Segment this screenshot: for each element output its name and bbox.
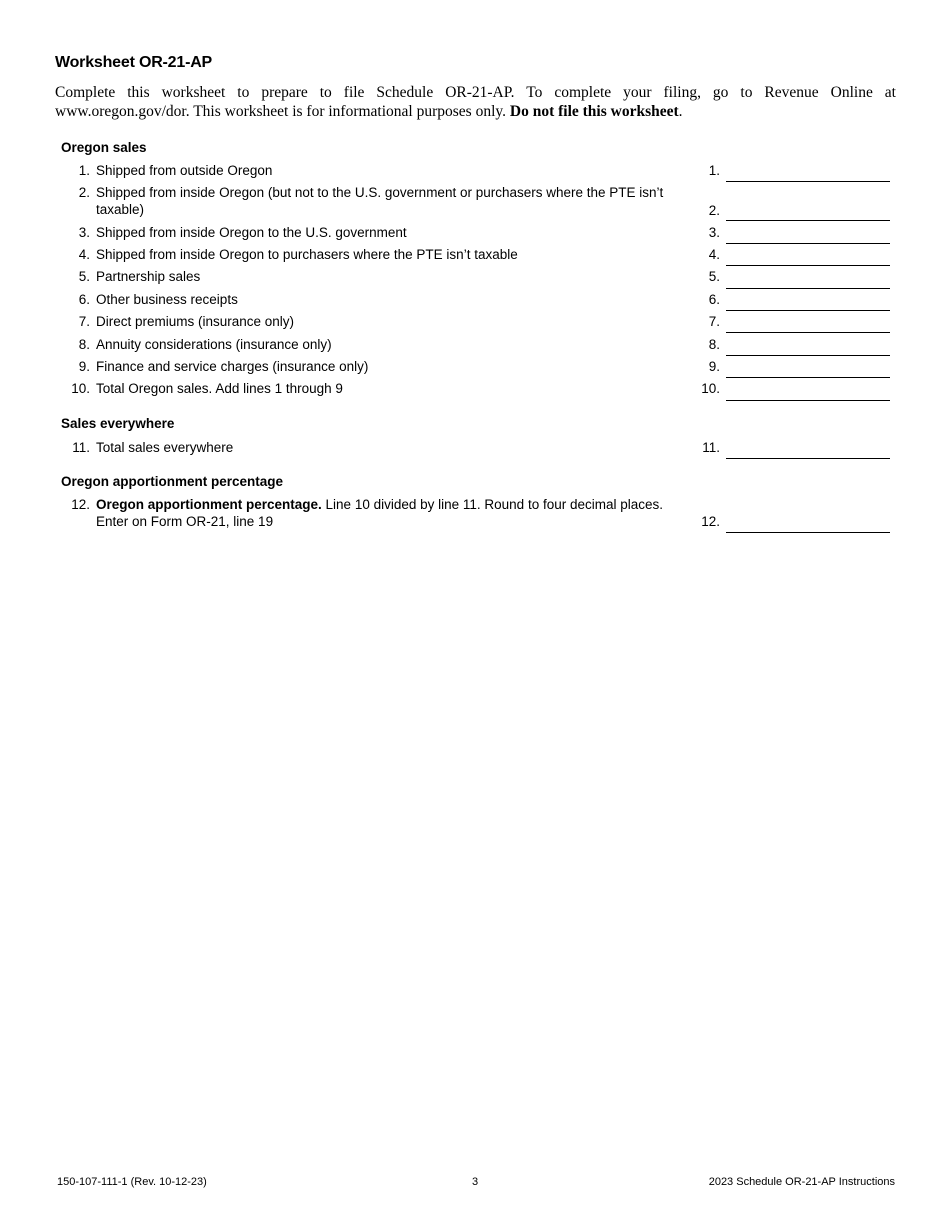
line-description: Direct premiums (insurance only) [96,314,295,329]
line-description: Total Oregon sales. Add lines 1 through 9 [96,381,343,396]
line-ref: 8. [708,337,720,352]
line-10-entry-field[interactable] [726,400,890,401]
intro-text: Complete this worksheet to prepare to file Schedule OR-21-AP. To complete your filing, go to Revenue Online at www.oregon.gov/dor. This worksheet is for informational purposes only. [55,84,896,120]
line-number: 12. [71,497,90,512]
line-1-entry-field[interactable] [726,181,890,182]
line-ref: 12. [701,514,720,529]
footer-page-number: 3 [472,1176,479,1188]
line-number: 6. [78,292,90,307]
line-12-entry-field[interactable] [726,532,890,533]
line-number: 7. [78,314,90,329]
intro-bold-text: Do not file this worksheet [509,103,679,120]
intro-paragraph [55,83,896,121]
intro-end: . [678,103,683,120]
line-ref: 2. [708,203,720,218]
line-12-text: Line 10 divided by line 11. Round to four decimal places. Enter on Form OR-21, line 19 [96,497,664,529]
footer-form-number: 150-107-111-1 (Rev. 10-12-23) [57,1176,207,1188]
line-ref: 5. [708,269,720,284]
line-number: 5. [78,269,90,284]
line-description [96,496,694,530]
line-number: 1. [78,163,90,178]
line-ref: 3. [708,225,720,240]
line-description: Partnership sales [96,269,201,284]
line-description: Other business receipts [96,292,238,307]
line-ref: 6. [708,292,720,307]
line-description: Shipped from inside Oregon (but not to the U.S. government or purchasers where the PTE isn’t taxable) [96,185,664,217]
line-11-entry-field[interactable] [726,458,890,459]
line-description: Shipped from outside Oregon [96,163,273,178]
section-heading-sales-everywhere: Sales everywhere [61,416,175,431]
line-number: 8. [78,337,90,352]
section-heading-oregon-sales: Oregon sales [61,140,147,155]
line-number: 10. [71,381,90,396]
line-8-entry-field[interactable] [726,355,890,356]
line-ref: 1. [708,163,720,178]
line-ref: 11. [702,440,720,455]
line-7-entry-field[interactable] [726,332,890,333]
line-4-entry-field[interactable] [726,265,890,266]
line-number: 2. [78,185,90,200]
line-ref: 4. [708,247,720,262]
section-heading-apportionment: Oregon apportionment percentage [61,474,284,489]
line-number: 11. [72,440,90,455]
line-9-entry-field[interactable] [726,377,890,378]
worksheet-title: Worksheet OR-21-AP [55,54,213,71]
line-3-entry-field[interactable] [726,243,890,244]
line-description: Annuity considerations (insurance only) [96,337,332,352]
line-ref: 9. [708,359,720,374]
line-number: 9. [78,359,90,374]
line-description: Shipped from inside Oregon to purchasers where the PTE isn’t taxable [96,247,518,262]
line-12-lead: Oregon apportionment percentage. [96,497,322,512]
line-5-entry-field[interactable] [726,288,890,289]
line-number: 3. [78,225,90,240]
line-6-entry-field[interactable] [726,310,890,311]
line-ref: 7. [708,314,720,329]
line-2-entry-field[interactable] [726,220,890,221]
line-description: Finance and service charges (insurance only) [96,359,369,374]
line-ref: 10. [701,381,720,396]
footer-doc-title: 2023 Schedule OR-21-AP Instructions [708,1176,895,1188]
line-description: Shipped from inside Oregon to the U.S. government [96,225,407,240]
line-number: 4. [78,247,90,262]
line-description: Total sales everywhere [96,440,234,455]
